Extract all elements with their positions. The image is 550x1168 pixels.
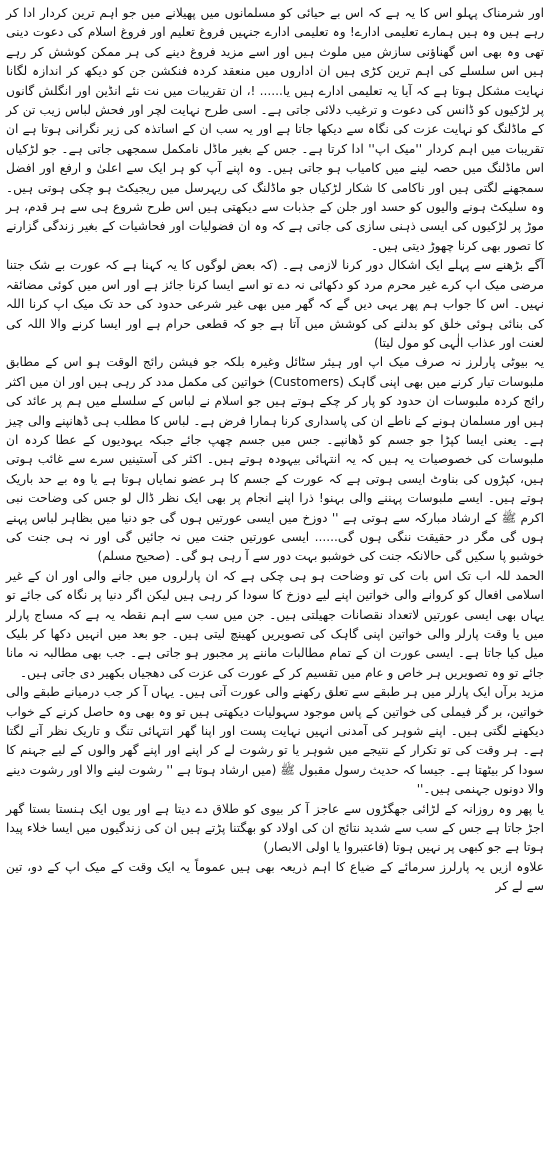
- paragraph-objection: آگے بڑھنے سے پہلے ایک اشکال دور کرنا لازمی ہے۔ (کہ بعض لوگوں کا یہ کہنا ہے کہ عورت بے شک جتنا مرضی میک اپ کرے غیر محرم مرد کو دکھائی نہ دے تو اسے ایسا کرنا جائز ہے اور اس میں کوئی مضائقہ نہیں۔ اس کا جواب ہم پھر یہی دیں گے کہ گھر میں بھی غیر شرعی حدود کی حد تک میک اپ کرنا اللہ کی بنائی ہوئی خلق کو بدلنے کی کوشش میں آتا ہے جو کہ قطعی حرام ہے اور ایسا کرنے والا اللہ کی لعنت اور عذاب الٰہی کو مول لیتا): [6, 258, 544, 350]
- paragraph-clothing: یہ بیوٹی پارلرز نہ صرف میک اپ اور ہیئر سٹائل وغیرہ بلکہ جو فیشن رائج الوقت ہو اس کے مطابق ملبوسات تیار کرنے میں بھی اپنی گاہک (Customers) خواتین کی مکمل مدد کر رہی ہیں اور ان میں اکثر رائج کردہ ملبوسات ان حدود کو پار کر چکے ہوتے ہیں جو اسلام نے لباس کے سلسلے میں ہم پر عائد کی ہیں اور مسلمان ہونے کے ناطے ان کی پاسداری کرنا ہمارا فرض ہے۔ لباس کا مطلب ہی ڈھانپنے والی چیز ہے۔ یعنی ایسا کپڑا جو جسم کو ڈھانپے۔ جس میں جسم چھپ جائے جبکہ یہودیوں کے عطا کردہ ان ملبوسات کی خصوصیات یہ ہیں کہ یہ انتہائی بیہودہ ہوتے ہیں۔ اکثر کی آستینیں سرے سے غائب ہوتی ہیں، کپڑوں کی بناوٹ ایسی ہوتی ہے کہ عورت کے جسم کا ہر عضو نمایاں ہوتا ہے یا وہ بے حد باریک ہوتے ہیں۔ ایسے ملبوسات پہننے والی بہنو! ذرا اپنے انجام پر بھی ایک نظر ڈال لو جس کی وضاحت نبی اکرم ﷺ کے ارشاد مبارکہ سے ہوتی ہے '' دوزخ میں ایسی عورتیں ہوں گی جو دنیا میں بظاہر لباس پہنے ہوں گی مگر در حقیقت ننگی ہوں گی...... ایسی عورتیں جنت میں نہ جائیں گی اور نہ ہی جنت کی خوشبو پا سکیں گی حالانکہ جنت کی خوشبو بہت دور سے آ رہی ہو گی۔ (صحیح مسلم): [6, 355, 545, 564]
- paragraph-expense: علاوہ ازیں یہ پارلرز سرمائے کے ضیاع کا اہم ذریعہ بھی ہیں عموماً یہ ایک وقت کے میک اپ کے دو، تین سے لے کر: [6, 859, 544, 894]
- paragraph-makeup-in-schools: اور شرمناک پہلو اس کا یہ ہے کہ اس بے حیائی کو مسلمانوں میں پھیلانے میں جو اہم ترین کردار ادا کر رہے ہیں وہ ہیں ہمارے تعلیمی ادارے! وہ تعلیمی ادارے جنہیں فروغ تعلیم اور فروغ اسلام کی دعوت دینی تھی وہ بھی اس گھناؤنی سازش میں ملوث ہیں اور اسے مزید فروغ دینے کی ہر ممکن کوشش کر رہے ہیں اس سلسلے کی اہم ترین کڑی ہیں ان اداروں میں منعقد کردہ فنکشن جن کو دیکھ کر اندازہ لگانا نہایت مشکل ہوتا ہے کہ آیا یہ تعلیمی ادارے ہیں یا...... !، ان تقریبات میں نت نئے انڈین اور انگلش گانوں پر لڑکیوں کو ڈانس کی دعوت و ترغیب دلائی جاتی ہے۔ اسی طرح نہایت لچر اور فحش لباس زیب تن کر کے ماڈلنگ کو نہایت عزت کی نگاہ سے دیکھا جاتا ہے اور یہ سب ان کے اساتذہ کی زیر نگرانی ہوتا ہے ان تقریبات میں اہم کردار ''میک اپ'' ادا کرتا ہے۔ جس کے بغیر ماڈل نامکمل سمجھی جاتی ہے۔ جو لڑکیاں اس ماڈلنگ میں حصہ لینے میں کامیاب ہو جاتی ہیں۔ وہ اپنے آپ کو ہر ایک سے اعلیٰ و ارفع اور افضل سمجھنے لگتی ہیں اور ناکامی کا شکار لڑکیاں جو ماڈلنگ کی ریہرسل میں ریجیکٹ ہو چکی ہوتی ہیں۔ وہ سلیکٹ ہونے والیوں کو حسد اور جلن کے جذبات سے دیکھتی ہیں اس طرح شروع ہی سے ہر قدم، ہر موڑ پر لڑکیوں کی ایسی ذہنی سازی کی جاتی ہے کہ وہ ان فضولیات اور فحاشیات کے بغیر زندگی گزارنے کا تصور بھی کرنا چھوڑ دیتی ہیں۔: [6, 6, 544, 253]
- paragraph-divorce: یا پھر وہ روزانہ کے لڑائی جھگڑوں سے عاجز آ کر بیوی کو طلاق دے دیتا ہے اور یوں ایک ہنستا بستا گھر اجڑ جاتا ہے جس کے سب سے شدید نتائج ان کی اولاد کو بھگتنا پڑتے ہیں ان کی زندگیوں میں ایسا خلاء پیدا ہوتا ہے جو کبھی پر نہیں ہوتا (فاعتبروا یا اولی الابصار): [6, 801, 544, 855]
- paragraph-social-classes: مزید برآں ایک پارلر میں ہر طبقے سے تعلق رکھنے والی عورت آتی ہیں۔ یہاں آ کر جب درمیانے طبقے والی خواتین، بر گر فیملی کی خواتین کے پاس موجود سہولیات دیکھتی ہیں تو وہ بھی وہ حاصل کرنے کے خواب دیکھنے لگتی ہیں۔ اپنے شوہر کی آمدنی انہیں نہایت پست اور اپنا گھر انتہائی تنگ و تاریک نظر آنے لگتا ہے۔ ہر وقت کی تو تکرار کے نتیجے میں شوہر یا تو رشوت لے کر اپنے اور اپنے گھر والوں کے لیے جہنم کا سودا کر بیٹھتا ہے۔ جیسا کہ حدیث رسول مقبول ﷺ (میں ارشاد ہوتا ہے '' رشوت لینے والا اور رشوت دینے والا دونوں جہنمی ہیں۔'': [6, 685, 544, 797]
- paragraph-blackmail: الحمد للہ اب تک اس بات کی تو وضاحت ہو ہی چکی ہے کہ ان پارلروں میں جانے والی اور ان کے غیر اسلامی افعال کو کروانے والی خواتین اپنے لیے دوزخ کا سودا کر رہی ہیں لیکن اگر دنیا پر نگاہ کی جائے تو یہاں بھی ایسی عورتیں لاتعداد نقصانات جھیلتی ہیں۔ جن میں سب سے اہم نقطہ یہ ہے کہ مساج پارلر میں یا وقت پارلر والی خواتین اپنی گاہک کی تصویریں کھینچ لیتی ہیں۔ جو بعد میں انہیں دکھا کر بلیک میل کیا جاتا ہے۔ ایسی عورت ان کے تمام مطالبات ماننے پر مجبور ہو جاتی ہے۔ جب بھی مطالبہ نہ مانا جائے تو وہ تصویریں ہر خاص و عام میں تقسیم کر کے عورت کی عزت کی دھجیاں بکھیر دی جاتی ہیں۔: [6, 568, 544, 680]
